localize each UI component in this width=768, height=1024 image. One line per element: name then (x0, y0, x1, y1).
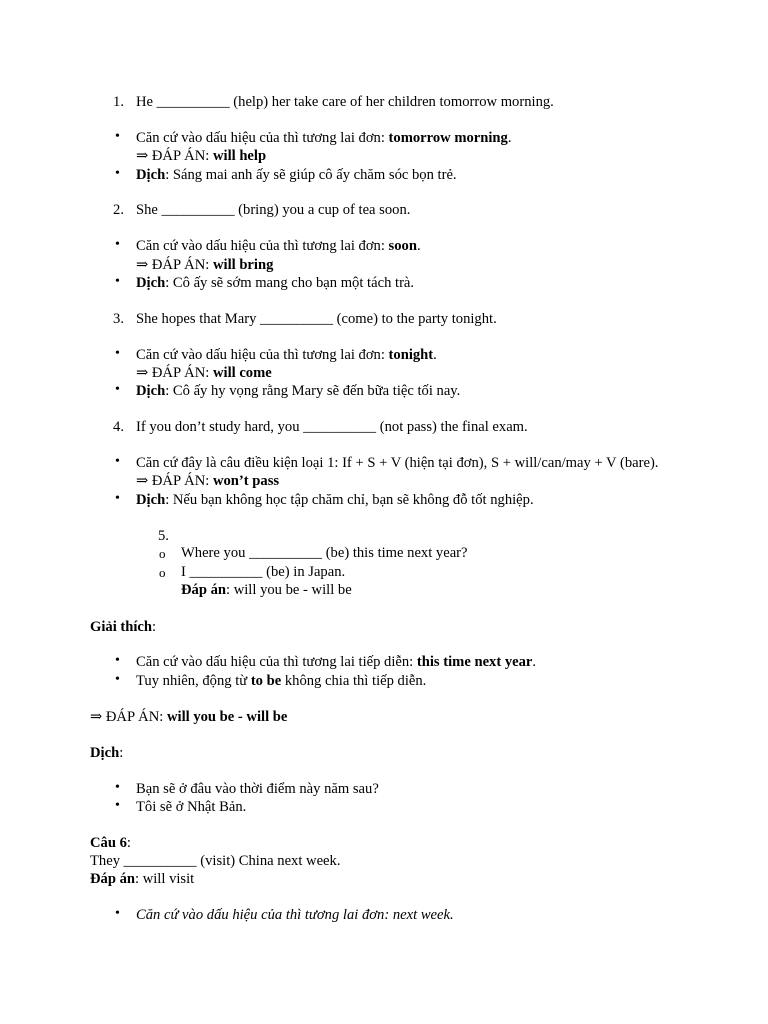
q5-answer: Đáp án: will you be - will be (181, 582, 352, 598)
explanation-bullet1-marker: • (115, 653, 120, 668)
q3-sentence: She hopes that Mary __________ (come) to the party tonight. (136, 311, 497, 327)
q4-hint: Căn cứ đây là câu điều kiện loại 1: If + S + V (hiện tại đơn), S + will/can/may + V (bare). (136, 455, 659, 471)
q6-sentence: They __________ (visit) China next week. (90, 853, 341, 869)
q6-answer: Đáp án: will visit (90, 871, 195, 887)
translation5-bullet1-marker: • (115, 780, 120, 795)
q3-answer: ⇒ ĐÁP ÁN: will come (136, 365, 272, 381)
q6-hint-bullet: • (115, 906, 120, 921)
q5-sub1: Where you __________ (be) this time next year? (181, 545, 468, 561)
q2-hint-bullet: • (115, 237, 120, 252)
q4-hint-bullet: • (115, 454, 120, 469)
q1-answer: ⇒ ĐÁP ÁN: will help (136, 148, 267, 164)
q3-translation-bullet: • (115, 382, 120, 397)
q1-translation-bullet: • (115, 166, 120, 181)
q5-sub2: I __________ (be) in Japan. (181, 564, 346, 580)
q1-hint-bullet: • (115, 129, 120, 144)
q6-heading: Câu 6: (90, 835, 131, 851)
document-page: 1. He __________ (help) her take care of her children tomorrow morning. • Căn cứ vào dấu hiệu của thì tương lai đơn: tomorrow morning. ⇒ ĐÁP ÁN: will help • Dịch: Sáng mai anh ấy sẽ giúp cô ấy chăm sóc bọn trẻ. 2. She __________ (bring) you a cup of tea soon. • Căn cứ vào dấu hiệu của thì tương lai đơn: soon. ⇒ ĐÁP ÁN: will bring • Dịch: Cô ấy sẽ sớm mang cho bạn một tách trà. 3. She hopes that Mary __________ (come) to the party tonight. • Căn cứ vào dấu hiệu của thì tương lai đơn: tonight. ⇒ ĐÁP ÁN: will come • Dịch: Cô ấy hy vọng rằng Mary sẽ đến bữa tiệc tối nay. 4. If you don’t study hard, you __________ (not pass) the final exam. • Căn cứ đây là câu điều kiện loại 1: If + S + V (hiện tại đơn), S + will/can/may + V (bare). ⇒ ĐÁP ÁN: won’t pass • Dịch: Nếu bạn không học tập chăm chỉ, bạn sẽ không đỗ tốt nghiệp. 5. o Where you __________ (be) this time next year? o I __________ (be) in Japan. Đáp án: will you be - will be Giải thích: • Căn cứ vào dấu hiệu của thì tương lai tiếp diễn: this time next year. • Tuy nhiên, động từ to be không chia thì tiếp diễn. ⇒ ĐÁP ÁN: will you be - will be Dịch: • Bạn sẽ ở đâu vào thời điểm này năm sau? • Tôi sẽ ở Nhật Bản. Câu 6: They __________ (visit) China next week. Đáp án: will visit • Căn cứ vào dấu hiệu của thì tương lai đơn: next week. (90, 94, 659, 923)
q2-answer: ⇒ ĐÁP ÁN: will bring (136, 257, 274, 273)
translation5-bullet2-marker: • (115, 798, 120, 813)
translation5-heading: Dịch: (90, 745, 124, 761)
q5-sub1-marker: o (159, 546, 166, 561)
q2-translation: Dịch: Cô ấy sẽ sớm mang cho bạn một tách trà. (136, 275, 415, 291)
q2-hint: Căn cứ vào dấu hiệu của thì tương lai đơn: soon. (136, 238, 421, 254)
explanation-answer: ⇒ ĐÁP ÁN: will you be - will be (90, 709, 288, 725)
q3-translation: Dịch: Cô ấy hy vọng rằng Mary sẽ đến bữa tiệc tối nay. (136, 383, 461, 399)
q4-translation-bullet: • (115, 491, 120, 506)
q4-answer: ⇒ ĐÁP ÁN: won’t pass (136, 473, 280, 489)
translation5-line2: Tôi sẽ ở Nhật Bản. (136, 799, 247, 815)
q5-sub2-marker: o (159, 565, 166, 580)
q3-hint-bullet: • (115, 346, 120, 361)
explanation-bullet1: Căn cứ vào dấu hiệu của thì tương lai tiếp diễn: this time next year. (136, 654, 537, 670)
q2-sentence: She __________ (bring) you a cup of tea soon. (136, 202, 411, 218)
q4-sentence: If you don’t study hard, you __________ (not pass) the final exam. (136, 419, 528, 435)
translation5-line1: Bạn sẽ ở đâu vào thời điểm này năm sau? (136, 781, 379, 797)
q1-sentence: He __________ (help) her take care of her children tomorrow morning. (136, 94, 554, 110)
q1-hint: Căn cứ vào dấu hiệu của thì tương lai đơn: tomorrow morning. (136, 130, 512, 146)
q6-hint: Căn cứ vào dấu hiệu của thì tương lai đơn: next week. (136, 907, 454, 923)
q5-number: 5. (158, 528, 169, 544)
q2-translation-bullet: • (115, 274, 120, 289)
explanation-heading: Giải thích: (90, 619, 157, 635)
explanation-bullet2: Tuy nhiên, động từ to be không chia thì tiếp diễn. (136, 673, 427, 689)
q1-translation: Dịch: Sáng mai anh ấy sẽ giúp cô ấy chăm sóc bọn trẻ. (136, 167, 457, 183)
q4-translation: Dịch: Nếu bạn không học tập chăm chỉ, bạn sẽ không đỗ tốt nghiệp. (136, 492, 534, 508)
explanation-bullet2-marker: • (115, 672, 120, 687)
q3-hint: Căn cứ vào dấu hiệu của thì tương lai đơn: tonight. (136, 347, 437, 363)
